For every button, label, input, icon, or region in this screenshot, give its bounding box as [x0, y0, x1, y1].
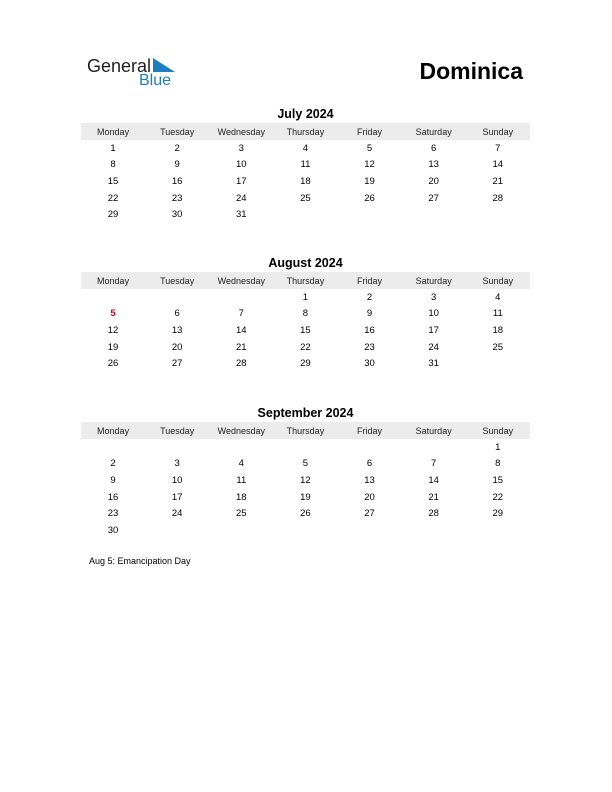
day-cell: 5 [366, 142, 373, 154]
day-cell: 29 [107, 209, 119, 221]
day-cell: 12 [364, 159, 375, 171]
weekday-monday: Monday [97, 425, 130, 436]
weekday-tuesday: Tuesday [160, 425, 195, 436]
day-cell: 12 [107, 324, 119, 336]
day-cell: 23 [364, 341, 375, 353]
month-july [81, 106, 530, 223]
week-row [81, 140, 530, 157]
day-cell: 20 [428, 175, 439, 187]
day-cell: 20 [364, 491, 375, 503]
day-cell: 16 [364, 324, 375, 336]
weekday-thursday: Thursday [286, 425, 325, 436]
week-row [81, 206, 530, 223]
day-cell: 8 [302, 308, 309, 320]
weekday-tuesday: Tuesday [160, 275, 195, 286]
week-row [81, 456, 530, 473]
day-cell: 6 [431, 142, 437, 154]
week-row [81, 522, 530, 539]
weekday-friday: Friday [357, 275, 383, 286]
day-cell: 24 [236, 192, 247, 204]
weekday-wednesday: Wednesday [217, 425, 265, 436]
day-cell: 28 [492, 192, 504, 204]
month-september [81, 405, 530, 539]
weekday-sunday: Sunday [482, 126, 514, 137]
day-cell: 26 [107, 358, 119, 370]
day-cell: 14 [428, 474, 439, 486]
day-cell: 10 [171, 474, 183, 486]
day-cell: 27 [171, 358, 183, 370]
day-cell: 19 [300, 491, 311, 503]
month-title: August 2024 [268, 256, 343, 270]
day-cell: 30 [171, 209, 183, 221]
month-august [81, 255, 530, 372]
week-row [81, 489, 530, 506]
day-cell: 24 [171, 508, 183, 520]
day-cell: 30 [364, 358, 375, 370]
day-cell: 11 [236, 474, 247, 486]
day-cell: 3 [174, 458, 180, 470]
day-cell: 23 [107, 508, 119, 520]
month-grid [81, 439, 530, 539]
month-title: September 2024 [257, 406, 354, 420]
day-cell: 5 [302, 458, 309, 470]
day-cell: 25 [236, 508, 247, 520]
day-cell: 18 [300, 175, 311, 187]
day-cell: 19 [107, 341, 119, 353]
day-cell: 28 [428, 508, 439, 520]
day-cell: 8 [110, 159, 116, 171]
day-cell: 25 [492, 341, 504, 353]
weekday-sunday: Sunday [482, 275, 514, 286]
weekday-tuesday: Tuesday [160, 126, 195, 137]
day-cell: 2 [110, 458, 116, 470]
day-cell: 9 [174, 159, 180, 171]
weekday-monday: Monday [97, 126, 130, 137]
week-row [81, 173, 530, 190]
day-cell: 12 [300, 474, 311, 486]
day-cell: 16 [107, 491, 119, 503]
day-cell: 27 [364, 508, 375, 520]
month-title: July 2024 [277, 107, 334, 121]
weekday-header [81, 272, 530, 289]
weekday-wednesday: Wednesday [217, 275, 265, 286]
month-grid [81, 140, 530, 223]
logo-word-blue: Blue [139, 72, 172, 89]
week-row [81, 339, 530, 356]
day-cell: 15 [492, 474, 504, 486]
weekday-friday: Friday [357, 126, 383, 137]
day-cell: 21 [428, 491, 439, 503]
day-cell: 31 [428, 358, 439, 370]
day-cell: 11 [492, 308, 503, 320]
day-cell: 19 [364, 175, 375, 187]
weekday-friday: Friday [357, 425, 383, 436]
day-cell: 6 [174, 308, 180, 320]
week-row [81, 306, 530, 323]
day-cell: 18 [492, 324, 504, 336]
day-cell: 20 [171, 341, 183, 353]
day-cell: 13 [364, 474, 375, 486]
holiday-note: Aug 5: Emancipation Day [89, 556, 191, 566]
day-cell: 21 [492, 175, 504, 187]
day-cell: 18 [236, 491, 247, 503]
day-cell: 4 [302, 142, 309, 154]
week-row [81, 157, 530, 174]
day-cell: 3 [238, 142, 244, 154]
day-cell: 4 [495, 291, 501, 303]
day-cell: 9 [110, 474, 116, 486]
day-cell: 6 [366, 458, 373, 470]
week-row [81, 289, 530, 306]
day-cell: 17 [428, 324, 439, 336]
day-cell: 1 [495, 441, 501, 453]
day-cell: 29 [300, 358, 311, 370]
day-cell: 24 [428, 341, 439, 353]
weekday-thursday: Thursday [286, 126, 325, 137]
day-cell: 26 [364, 192, 375, 204]
week-row [81, 439, 530, 456]
day-cell: 7 [495, 142, 501, 154]
day-cell: 10 [236, 159, 247, 171]
weekday-saturday: Saturday [415, 275, 452, 286]
day-cell: 22 [107, 192, 119, 204]
weekday-sunday: Sunday [482, 425, 514, 436]
weekday-header [81, 123, 530, 140]
week-row [81, 355, 530, 372]
day-cell: 30 [107, 524, 119, 536]
day-cell: 17 [236, 175, 247, 187]
day-cell: 31 [236, 209, 247, 221]
day-cell: 27 [428, 192, 439, 204]
day-cell: 10 [428, 308, 439, 320]
day-cell: 2 [174, 142, 180, 154]
week-row [81, 190, 530, 207]
weekday-thursday: Thursday [286, 275, 325, 286]
week-row [81, 472, 530, 489]
week-row [81, 505, 530, 522]
day-cell: 21 [236, 341, 247, 353]
day-cell: 26 [300, 508, 311, 520]
month-grid [81, 289, 530, 372]
day-cell: 13 [171, 324, 183, 336]
weekday-header [81, 422, 530, 439]
holiday-day-cell: 5 [110, 308, 116, 320]
day-cell: 7 [431, 458, 437, 470]
day-cell: 14 [492, 159, 504, 171]
day-cell: 17 [171, 491, 183, 503]
day-cell: 15 [107, 175, 119, 187]
day-cell: 13 [428, 159, 439, 171]
day-cell: 25 [300, 192, 311, 204]
weekday-wednesday: Wednesday [217, 126, 265, 137]
day-cell: 11 [300, 159, 311, 171]
country-title: Dominica [419, 58, 523, 84]
week-row [81, 322, 530, 339]
day-cell: 28 [236, 358, 247, 370]
day-cell: 1 [110, 142, 116, 154]
day-cell: 16 [171, 175, 183, 187]
day-cell: 23 [171, 192, 183, 204]
day-cell: 2 [366, 291, 373, 303]
weekday-saturday: Saturday [415, 425, 452, 436]
day-cell: 14 [236, 324, 247, 336]
logo [87, 56, 187, 92]
day-cell: 22 [492, 491, 504, 503]
logo-word-general: General [87, 56, 152, 76]
day-cell: 4 [238, 458, 244, 470]
day-cell: 1 [302, 291, 309, 303]
day-cell: 22 [300, 341, 311, 353]
day-cell: 7 [238, 308, 244, 320]
day-cell: 9 [366, 308, 373, 320]
weekday-saturday: Saturday [415, 126, 452, 137]
day-cell: 8 [495, 458, 501, 470]
weekday-monday: Monday [97, 275, 130, 286]
day-cell: 15 [300, 324, 311, 336]
day-cell: 3 [431, 291, 437, 303]
day-cell: 29 [492, 508, 504, 520]
